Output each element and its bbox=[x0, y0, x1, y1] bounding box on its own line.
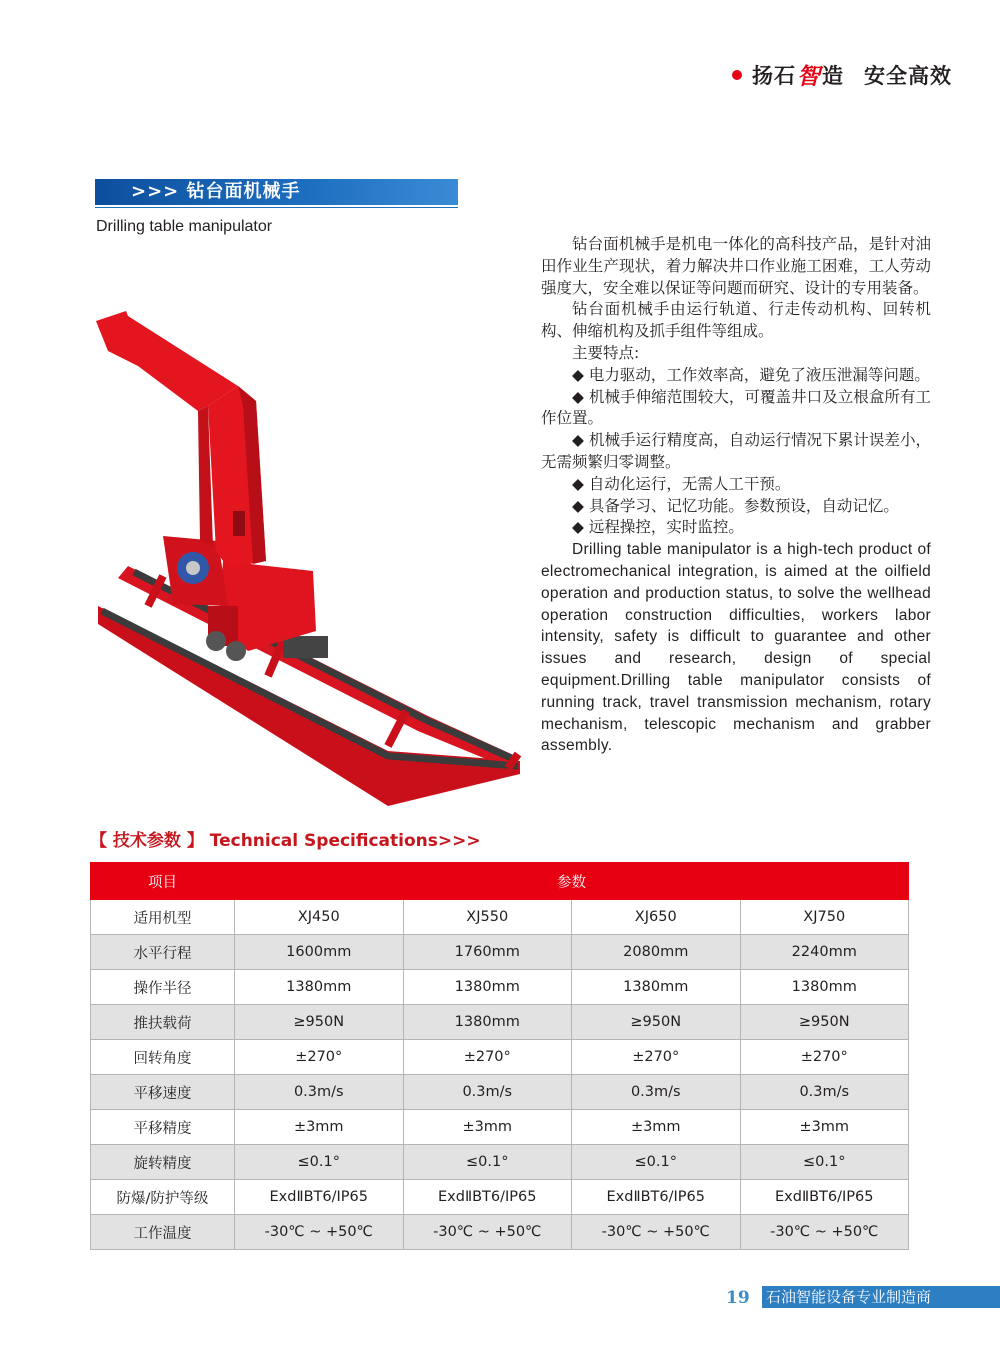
manipulator-photo bbox=[88, 306, 528, 806]
description bbox=[541, 234, 931, 757]
spec-cell: 2240mm bbox=[740, 935, 909, 970]
spec-cell: 1600mm bbox=[235, 935, 404, 970]
spec-cell: ±3mm bbox=[403, 1110, 572, 1145]
spec-cell: 0.3m/s bbox=[403, 1075, 572, 1110]
bullet-dot-icon bbox=[732, 70, 742, 80]
slogan-part1: 扬石 bbox=[752, 63, 796, 88]
spec-cell: XJ750 bbox=[740, 900, 909, 935]
spec-cell: -30℃ ~ +50℃ bbox=[740, 1215, 909, 1250]
spec-cell: ≤0.1° bbox=[403, 1145, 572, 1180]
spec-label: 平移精度 bbox=[91, 1110, 235, 1145]
spec-cell: ≥950N bbox=[235, 1005, 404, 1040]
spec-cell: ExdⅡBT6/IP65 bbox=[572, 1180, 741, 1215]
table-row bbox=[91, 900, 909, 935]
title-underline bbox=[95, 207, 458, 208]
spec-cell: 0.3m/s bbox=[740, 1075, 909, 1110]
spec-cell: 1380mm bbox=[235, 970, 404, 1005]
features-label: 主要特点: bbox=[572, 343, 640, 362]
feature-item: ◆ 远程操控，实时监控。 bbox=[572, 518, 744, 537]
spec-title: 【 技术参数 】 Technical Specifications>>> bbox=[90, 831, 481, 851]
spec-cell: 0.3m/s bbox=[235, 1075, 404, 1110]
spec-cell: ≤0.1° bbox=[235, 1145, 404, 1180]
spec-cell: ≤0.1° bbox=[572, 1145, 741, 1180]
feature-item: ◆ 自动化运行，无需人工干预。 bbox=[572, 474, 791, 493]
spec-label: 水平行程 bbox=[91, 935, 235, 970]
spec-cell: ExdⅡBT6/IP65 bbox=[235, 1180, 404, 1215]
section-subtitle: Drilling table manipulator bbox=[96, 218, 273, 235]
table-row bbox=[91, 1005, 909, 1040]
header-slogan bbox=[732, 58, 952, 91]
spec-cell: XJ550 bbox=[403, 900, 572, 935]
spec-header-row bbox=[91, 863, 909, 900]
spec-header-item: 项目 bbox=[91, 863, 235, 900]
spec-cell: ExdⅡBT6/IP65 bbox=[740, 1180, 909, 1215]
spec-cell: ≥950N bbox=[740, 1005, 909, 1040]
table-row bbox=[91, 1040, 909, 1075]
spec-cell: 1380mm bbox=[403, 970, 572, 1005]
feature-item: ◆ 机械手伸缩范围较大，可覆盖井口及立根盒所有工作位置。 bbox=[541, 387, 931, 428]
description-paragraph: 钻台面机械手是机电一体化的高科技产品，是针对油田作业生产现状，着力解决井口作业施工困难，工人劳动强度大，安全难以保证等问题而研究、设计的专用装备。 bbox=[541, 235, 931, 297]
spec-cell: -30℃ ~ +50℃ bbox=[235, 1215, 404, 1250]
page-number: 19 bbox=[726, 1288, 750, 1308]
spec-cell: 2080mm bbox=[572, 935, 741, 970]
spec-label: 工作温度 bbox=[91, 1215, 235, 1250]
table-row bbox=[91, 1075, 909, 1110]
slogan-part2: 造 bbox=[822, 63, 844, 88]
spec-label: 旋转精度 bbox=[91, 1145, 235, 1180]
spec-cell: -30℃ ~ +50℃ bbox=[572, 1215, 741, 1250]
feature-item: ◆ 机械手运行精度高，自动运行情况下累计误差小，无需频繁归零调整。 bbox=[541, 431, 931, 471]
spec-label: 回转角度 bbox=[91, 1040, 235, 1075]
spec-cell: ±3mm bbox=[235, 1110, 404, 1145]
spec-table bbox=[90, 862, 909, 1250]
section-title: >>> 钻台面机械手 bbox=[95, 179, 458, 205]
spec-label: 防爆/防护等级 bbox=[91, 1180, 235, 1215]
spec-label: 适用机型 bbox=[91, 900, 235, 935]
company-tagline: 石油智能设备专业制造商 bbox=[762, 1286, 1000, 1308]
table-row bbox=[91, 1180, 909, 1215]
spec-cell: ±3mm bbox=[740, 1110, 909, 1145]
spec-cell: ≥950N bbox=[572, 1005, 741, 1040]
table-row bbox=[91, 1145, 909, 1180]
spec-label: 推扶载荷 bbox=[91, 1005, 235, 1040]
table-row bbox=[91, 1215, 909, 1250]
spec-cell: 0.3m/s bbox=[572, 1075, 741, 1110]
spec-cell: -30℃ ~ +50℃ bbox=[403, 1215, 572, 1250]
spec-label: 平移速度 bbox=[91, 1075, 235, 1110]
spec-label: 操作半径 bbox=[91, 970, 235, 1005]
spec-cell: ±270° bbox=[235, 1040, 404, 1075]
spec-cell: 1380mm bbox=[572, 970, 741, 1005]
spec-cell: ±270° bbox=[572, 1040, 741, 1075]
table-row bbox=[91, 1110, 909, 1145]
spec-cell: ≤0.1° bbox=[740, 1145, 909, 1180]
spec-cell: 1380mm bbox=[403, 1005, 572, 1040]
feature-item: ◆ 电力驱动，工作效率高，避免了液压泄漏等问题。 bbox=[572, 365, 930, 384]
feature-item: ◆ 具备学习、记忆功能。参数预设，自动记忆。 bbox=[572, 496, 899, 515]
spec-cell: ±3mm bbox=[572, 1110, 741, 1145]
spec-cell: 1760mm bbox=[403, 935, 572, 970]
spec-cell: ±270° bbox=[403, 1040, 572, 1075]
spec-cell: ExdⅡBT6/IP65 bbox=[403, 1180, 572, 1215]
slogan-part3: 安全高效 bbox=[864, 63, 952, 88]
table-row bbox=[91, 970, 909, 1005]
spec-header-params: 参数 bbox=[235, 863, 909, 900]
description-paragraph: 钻台面机械手由运行轨道、行走传动机构、回转机构、伸缩机构及抓手组件等组成。 bbox=[541, 300, 931, 341]
table-row bbox=[91, 935, 909, 970]
spec-cell: XJ450 bbox=[235, 900, 404, 935]
spec-cell: XJ650 bbox=[572, 900, 741, 935]
spec-cell: 1380mm bbox=[740, 970, 909, 1005]
description-english: Drilling table manipulator is a high-tech product of electromechanical integration, is aimed at the oilfield operation and production status, to solve the wellhead operation construction difficulties, workers labor intensity, safety is difficult to guarantee and other issues and research, design of special equipment.Drilling table manipulator consists of running track, travel transmission mechanism, rotary mechanism, telescopic mechanism and grabber assembly. bbox=[541, 541, 931, 755]
spec-cell: ±270° bbox=[740, 1040, 909, 1075]
slogan-highlight: 智 bbox=[797, 64, 821, 90]
